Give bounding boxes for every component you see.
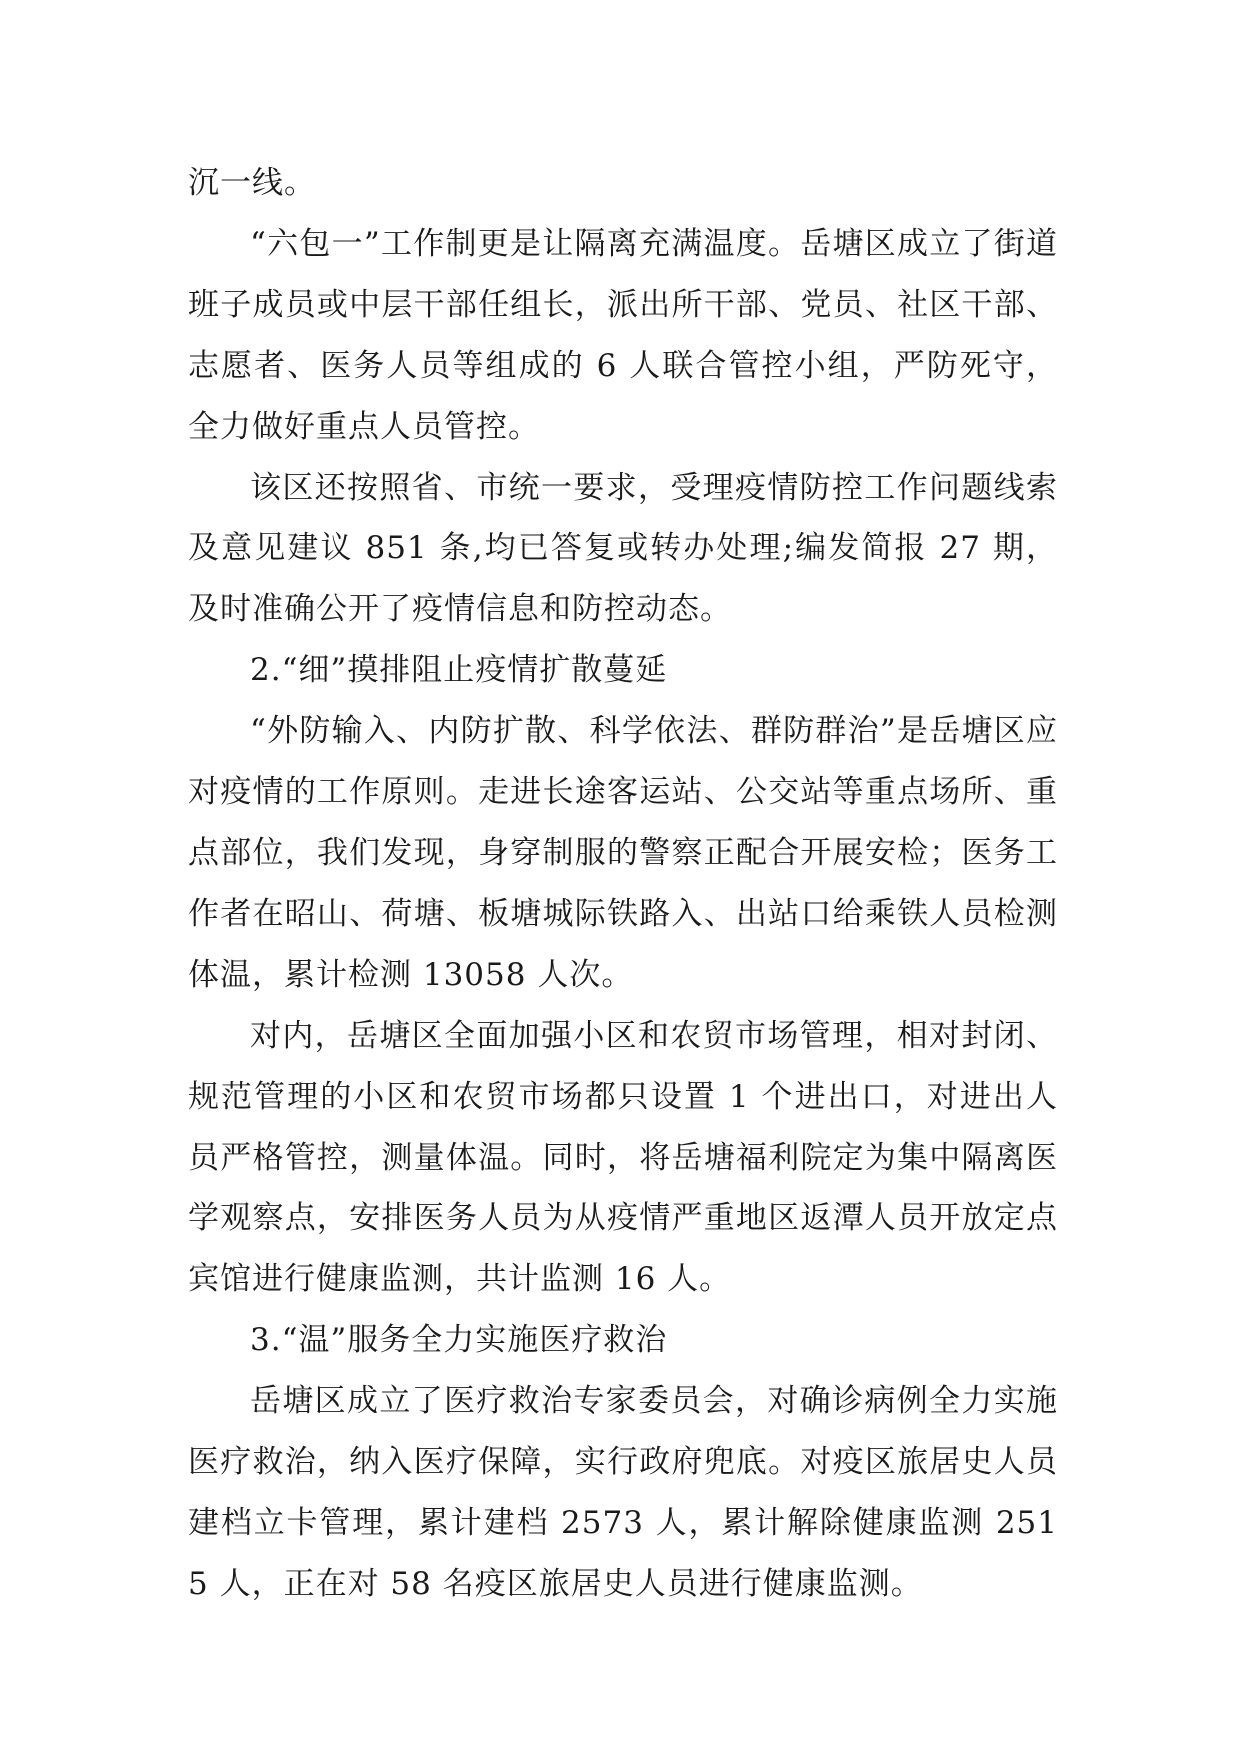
paragraph-feedback-handling: 该区还按照省、市统一要求，受理疫情防控工作问题线索及意见建议 851 条,均已答复或转办处理;编发简报 27 期，及时准确公开了疫情信息和防控动态。 bbox=[188, 469, 1058, 628]
section-heading-3: 3.“温”服务全力实施医疗救治 bbox=[250, 1322, 668, 1359]
paragraph-six-in-one: “六包一”工作制更是让隔离充满温度。岳塘区成立了街道班子成员或中层干部任组长，派出所干部、党员、社区干部、志愿者、医务人员等组成的 6 人联合管控小组，严防死守，全力做好重点人员管控。 bbox=[188, 225, 1058, 445]
paragraph-screening-stations: “外防输入、内防扩散、科学依法、群防群治”是岳塘区应对疫情的工作原则。走进长途客运站、公交站等重点场所、重点部位，我们发现，身穿制服的警察正配合开展安检；医务工作者在昭山、荷塘、板塘城际铁路入、出站口给乘铁人员检测体温，累计检测 13058 人次。 bbox=[188, 713, 1058, 993]
paragraph-internal-control: 对内，岳塘区全面加强小区和农贸市场管理，相对封闭、规范管理的小区和农贸市场都只设置 1 个进出口，对进出人员严格管控，测量体温。同时，将岳塘福利院定为集中隔离医学观察点，安排医务人员为从疫情严重地区返潭人员开放定点宾馆进行健康监测，共计监测 16 人。 bbox=[188, 1017, 1058, 1298]
paragraph-continuation: 沉一线。 bbox=[188, 165, 316, 201]
section-heading-2: 2.“细”摸排阻止疫情扩散蔓延 bbox=[250, 652, 668, 689]
document-body bbox=[188, 153, 1058, 1615]
paragraph-medical-treatment: 岳塘区成立了医疗救治专家委员会，对确诊病例全力实施医疗救治，纳入医疗保障，实行政府兜底。对疫区旅居史人员建档立卡管理，累计建档 2573 人，累计解除健康监测 2515 人，正在对 58 名疫区旅居史人员进行健康监测。 bbox=[188, 1383, 1058, 1602]
